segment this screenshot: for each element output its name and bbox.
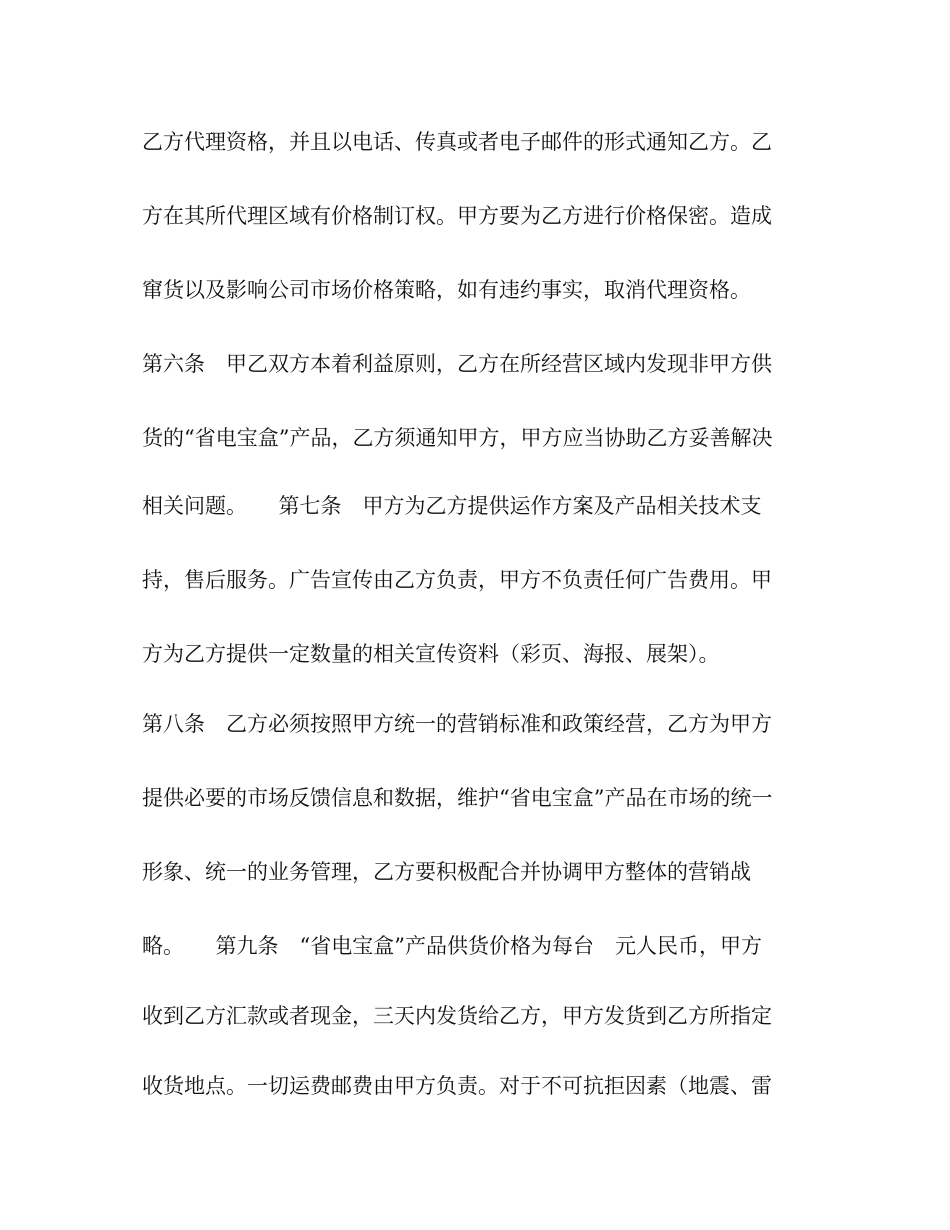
text-line: 持，售后服务。广告宣传由乙方负责，甲方不负责任何广告费用。甲: [142, 568, 772, 592]
text-line: 相关问题。 第七条 甲方为乙方提供运作方案及产品相关技术支: [142, 494, 762, 518]
text-line: 方在其所代理区域有价格制订权。甲方要为乙方进行价格保密。造成: [142, 204, 772, 228]
text-line: 第六条 甲乙双方本着利益原则，乙方在所经营区域内发现非甲方供: [142, 352, 772, 376]
text-line: 收货地点。一切运费邮费由甲方负责。对于不可抗拒因素（地震、雷: [142, 1074, 772, 1098]
text-line: 方为乙方提供一定数量的相关宣传资料（彩页、海报、展架）。: [142, 642, 720, 666]
text-line: 窜货以及影响公司市场价格策略，如有违约事实，取消代理资格。: [142, 278, 751, 302]
text-line: 收到乙方汇款或者现金，三天内发货给乙方，甲方发货到乙方所指定: [142, 1004, 772, 1028]
text-line: 形象、统一的业务管理，乙方要积极配合并协调甲方整体的营销战: [142, 860, 751, 884]
text-line: 第八条 乙方必须按照甲方统一的营销标准和政策经营，乙方为甲方: [142, 712, 772, 736]
text-line: 略。 第九条 “省电宝盒”产品供货价格为每台 元人民币，甲方: [142, 934, 762, 958]
text-line: 货的“省电宝盒”产品，乙方须通知甲方，甲方应当协助乙方妥善解决: [142, 426, 773, 450]
text-line: 提供必要的市场反馈信息和数据，维护“省电宝盒”产品在市场的统一: [142, 786, 773, 810]
text-line: 乙方代理资格，并且以电话、传真或者电子邮件的形式通知乙方。乙: [142, 130, 772, 154]
